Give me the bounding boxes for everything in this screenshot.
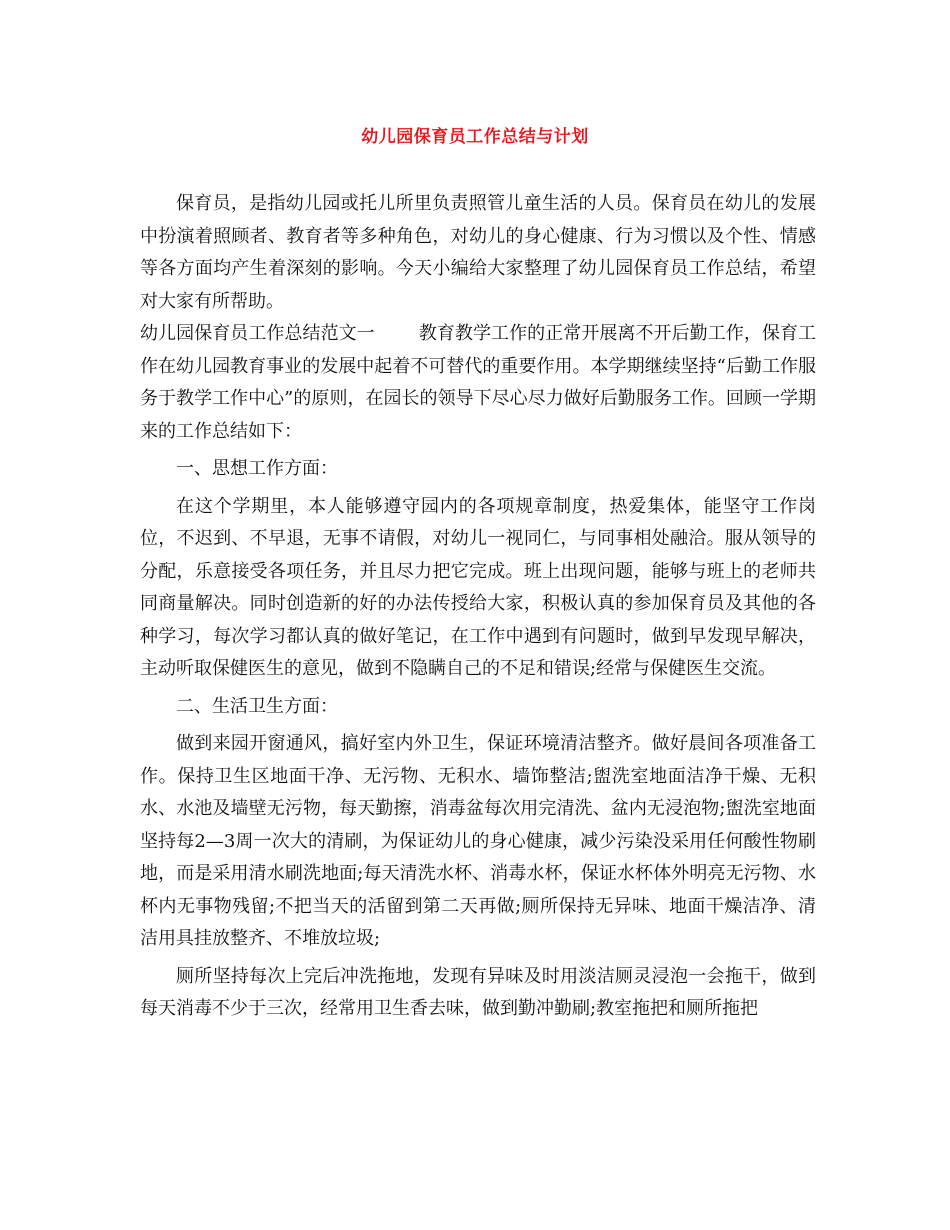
section2-heading: 二、生活卫生方面： xyxy=(176,695,338,717)
section2-paragraph-1: 做到来园开窗通风，搞好室内外卫生，保证环境清洁整齐。做好晨间各项准备工作。保持卫生区地面干净、无污物、无积水、墙饰整洁;盥洗室地面洁净干燥、无积水、水池及墙壁无污物，每天勤擦，消毒盆每次用完清洗、盆内无浸泡物;盥洗室地面坚持每2—3周一次大的清刷，为保证幼儿的身心健康，减少污染没采用任何酸性物刷地，而是采用清水刷洗地面;每天清洗水杯、消毒水杯，保证水杯体外明亮无污物、水杯内无事物残留;不把当天的活留到第二天再做;厕所保持无异味、地面干燥洁净、清洁用具挂放整齐、不堆放垃圾; xyxy=(140,733,816,949)
section1-paragraph: 在这个学期里，本人能够遵守园内的各项规章制度，热爱集体，能坚守工作岗位，不迟到、不早退，无事不请假，对幼儿一视同仁，与同事相处融洽。服从领导的分配，乐意接受各项任务，并且尽力把它完成。班上出现问题，能够与班上的老师共同商量解决。同时创造新的好的办法传授给大家，积极认真的参加保育员及其他的各种学习，每次学习都认真的做好笔记，在工作中遇到有问题时，做到早发现早解决，主动听取保健医生的意见，做到不隐瞒自己的不足和错误;经常与保健医生交流。 xyxy=(140,495,816,679)
sample-heading: 幼儿园保育员工作总结范文一 xyxy=(140,323,375,344)
intro-paragraph: 保育员，是指幼儿园或托儿所里负责照管儿童生活的人员。保育员在幼儿的发展中扮演着照顾者、教育者等多种角色，对幼儿的身心健康、行为习惯以及个性、情感等各方面均产生着深刻的影响。今天小编给大家整理了幼儿园保育员工作总结，希望对大家有所帮助。 xyxy=(140,193,816,312)
section2-paragraph-2: 厕所坚持每次上完后冲洗拖地，发现有异味及时用淡洁厕灵浸泡一会拖干，做到每天消毒不少于三次，经常用卫生香去味，做到勤冲勤刷;教室拖把和厕所拖把 xyxy=(140,965,816,1019)
sample-paragraph xyxy=(140,318,816,448)
sample-intro-text: 教育教学工作的正常开展离不开后勤工作，保育工作在幼儿园教育事业的发展中起着不可替代的重要作用。本学期继续坚持“后勤工作服务于教学工作中心”的原则，在园长的领导下尽心尽力做好后勤服务工作。回顾一学期来的工作总结如下： xyxy=(140,323,817,442)
document-title: 幼儿园保育员工作总结与计划 xyxy=(361,127,589,147)
section1-heading: 一、思想工作方面： xyxy=(176,458,338,479)
document-body xyxy=(140,188,816,1026)
